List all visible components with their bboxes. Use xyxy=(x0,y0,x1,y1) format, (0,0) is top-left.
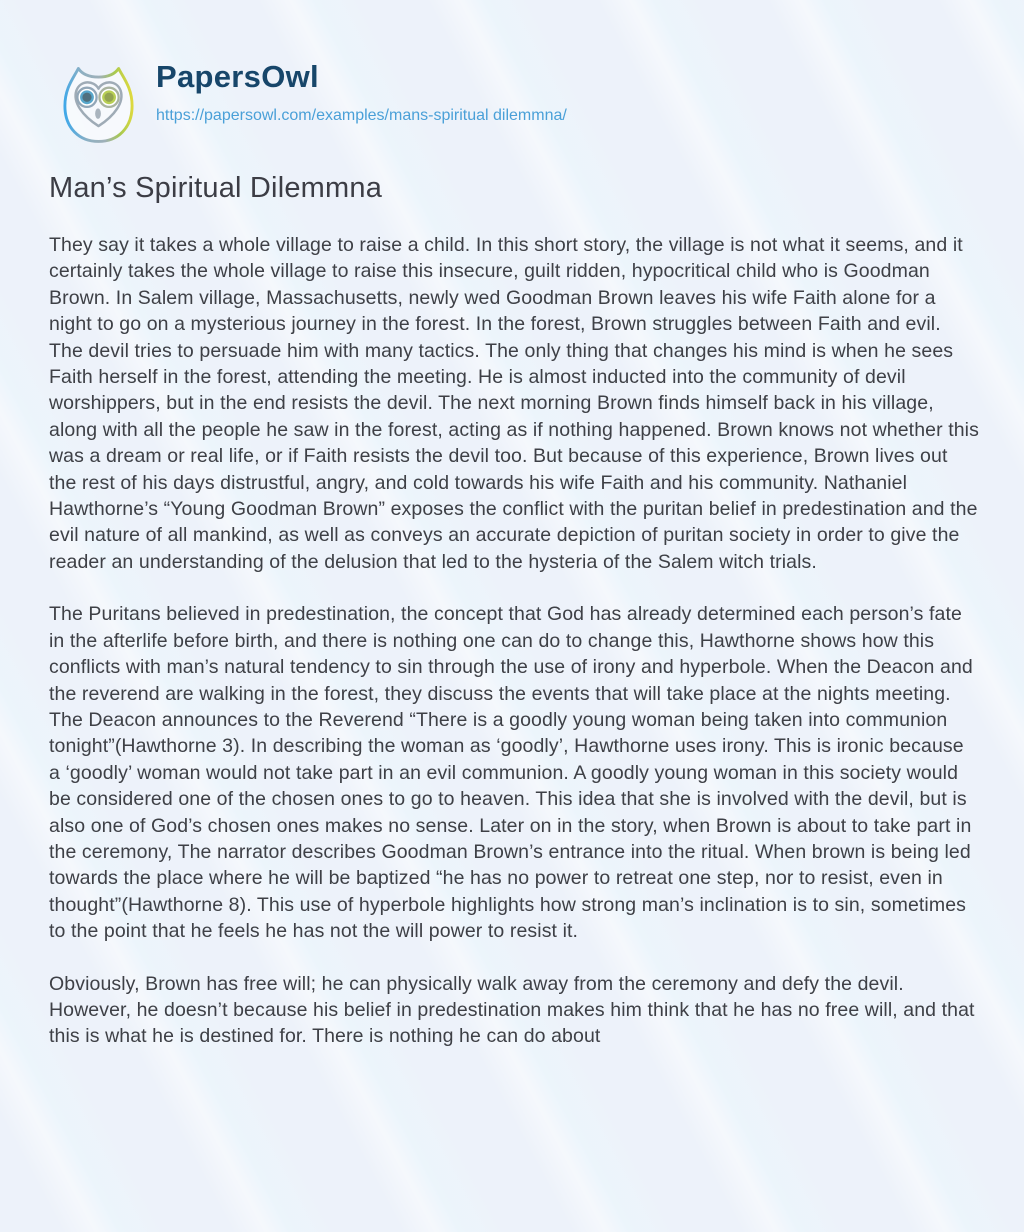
essay-paragraph: Obviously, Brown has free will; he can physically walk away from the ceremony and defy the devil. However, he doesn’t because his belief in predestination makes him think that he has no free will, and that this is what he is destined for. There is nothing he can do about xyxy=(49,972,975,1048)
papersowl-header xyxy=(50,56,567,152)
essay-paragraph: They say it takes a whole village to raise a child. In this short story, the village is not what it seems, and it certainly takes the whole village to raise this insecure, guilt ridden, hypocritical child who is Goodman Brown. In Salem village, Massachusetts, newly wed Goodman Brown leaves his wife Faith alone for a night to go on a mysterious journey in the forest. In the forest, Brown struggles between Faith and evil. The devil tries to persuade him with many tactics. The only thing that changes his mind is when he sees Faith herself in the forest, attending the meeting. He is almost inducted into the community of devil worshippers, but in the end resists the devil. The next morning Brown finds himself back in his village, along with all the people he saw in the forest, acting as if nothing happened. Brown knows not whether this was a dream or real life, or if Faith resists the devil too. But because of this experience, Brown lives out the rest of his days distrustful, angry, and cold towards his wife Faith and his community. Nathaniel Hawthorne’s “Young Goodman Brown” exposes the conflict with the puritan belief in predestination and the evil nature of all mankind, as well as conveys an accurate depiction of puritan society in order to give the reader an understanding of the delusion that led to the hysteria of the Salem witch trials. xyxy=(49,234,979,573)
brand-name: PapersOwl xyxy=(156,59,319,94)
header-text xyxy=(156,56,567,125)
essay-body xyxy=(49,232,979,1050)
source-url-link[interactable]: https://papersowl.com/examples/mans-spiritual dilemmna/ xyxy=(156,106,567,124)
page-title: Man’s Spiritual Dilemmna xyxy=(49,172,383,204)
papersowl-owl-logo-icon xyxy=(50,56,147,152)
essay-paragraph: The Puritans believed in predestination, the concept that God has already determined each person’s fate in the afterlife before birth, and there is nothing one can do to change this, Hawthorne shows how this conflicts with man’s natural tendency to sin through the use of irony and hyperbole. When the Deacon and the reverend are walking in the forest, they discuss the events that will take place at the nights meeting. The Deacon announces to the Reverend “There is a goodly young woman being taken into communion tonight”(Hawthorne 3). In describing the woman as ‘goodly’, Hawthorne uses irony. This is ironic because a ‘goodly’ woman would not take part in an evil communion. A goodly young woman in this society would be considered one of the chosen ones to go to heaven. This idea that she is involved with the devil, but is also one of God’s chosen ones makes no sense. Later on in the story, when Brown is about to take part in the ceremony, The narrator describes Goodman Brown’s entrance into the ritual. When brown is being led towards the place where he will be baptized “he has no power to retreat one step, nor to resist, even in thought”(Hawthorne 8). This use of hyperbole highlights how strong man’s inclination is to sin, sometimes to the point that he feels he has not the will power to resist it. xyxy=(49,603,973,943)
